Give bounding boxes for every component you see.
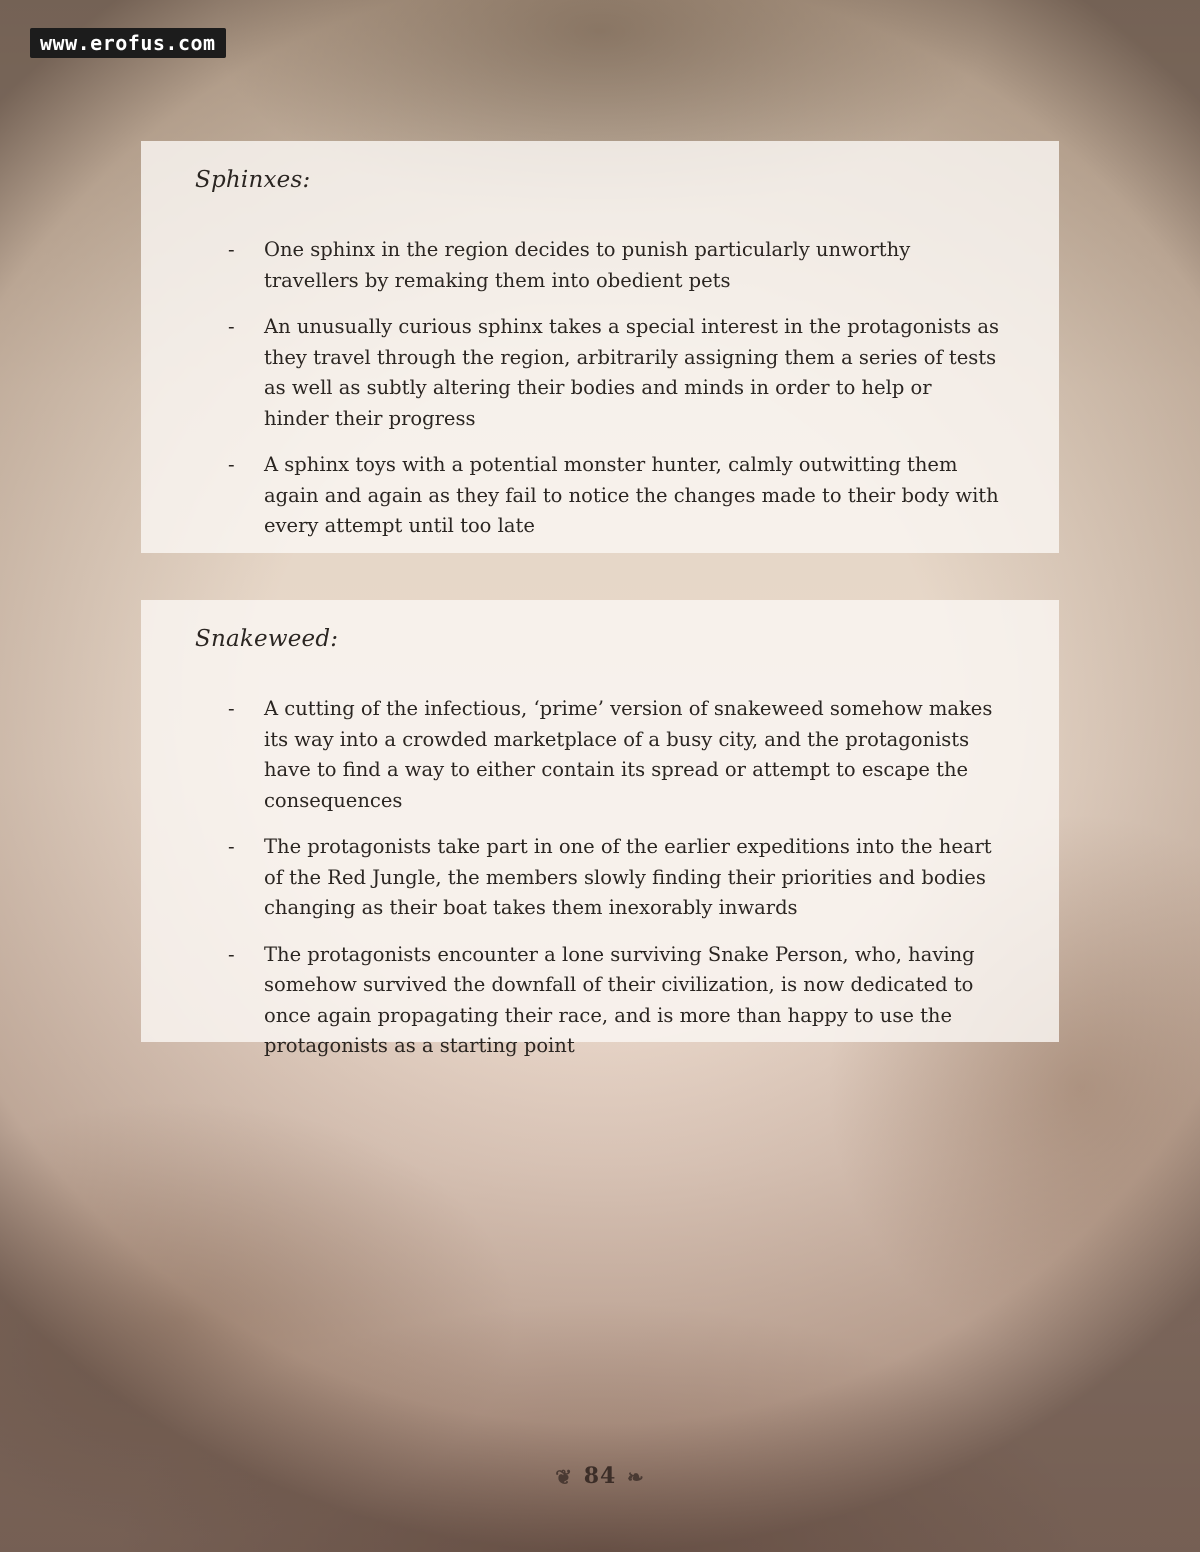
list-item-text: The protagonists encounter a lone surviving Snake Person, who, having somehow survived the downfall of their civilization, is now dedicated to once again propagating their race, and is more than happy to use the protagonists as a starting point (264, 942, 975, 1057)
watermark-text: www.erofus.com (30, 28, 226, 58)
list-item-text: A sphinx toys with a potential monster hunter, calmly outwitting them again and again as they fail to notice the changes made to their body with every attempt until too late (264, 453, 999, 537)
bullet-dash: - (228, 453, 235, 476)
list-item (195, 832, 999, 924)
list-item-text: One sphinx in the region decides to punish particularly unworthy travellers by remaking them into obedient pets (264, 238, 911, 292)
list-item (195, 450, 999, 542)
ornament-left-icon: ❦ (555, 1465, 574, 1489)
bullet-dash: - (228, 315, 235, 338)
list-item-text: The protagonists take part in one of the earlier expeditions into the heart of the Red Jungle, the members slowly finding their priorities and bodies changing as their boat takes them inexorably inwards (264, 835, 992, 919)
section-title: Snakeweed: (195, 626, 339, 652)
snakeweed-section (141, 600, 1059, 1057)
list-item (195, 312, 999, 434)
sphinxes-section (141, 141, 1059, 553)
section-title: Sphinxes: (195, 167, 311, 193)
bullet-dash: - (228, 835, 235, 858)
list-item (195, 235, 999, 296)
page-number: 84 (583, 1463, 617, 1489)
bullet-dash: - (228, 238, 235, 261)
bullet-dash: - (228, 697, 235, 720)
list-item-text: A cutting of the infectious, ‘prime’ version of snakeweed somehow makes its way into a crowded marketplace of a busy city, and the protagonists have to find a way to either contain its spread or attempt to escape the consequences (264, 697, 993, 812)
list-item-text: An unusually curious sphinx takes a special interest in the protagonists as they travel through the region, arbitrarily assigning them a series of tests as well as subtly altering their bodies and minds in order to help or hinder their progress (264, 315, 999, 430)
ornament-right-icon: ❧ (626, 1465, 645, 1489)
bullet-dash: - (228, 942, 235, 966)
list-item (195, 694, 999, 816)
bullet-list (195, 235, 999, 542)
page-footer (0, 1463, 1200, 1489)
list-item (195, 940, 999, 1062)
bullet-list (195, 694, 999, 1062)
